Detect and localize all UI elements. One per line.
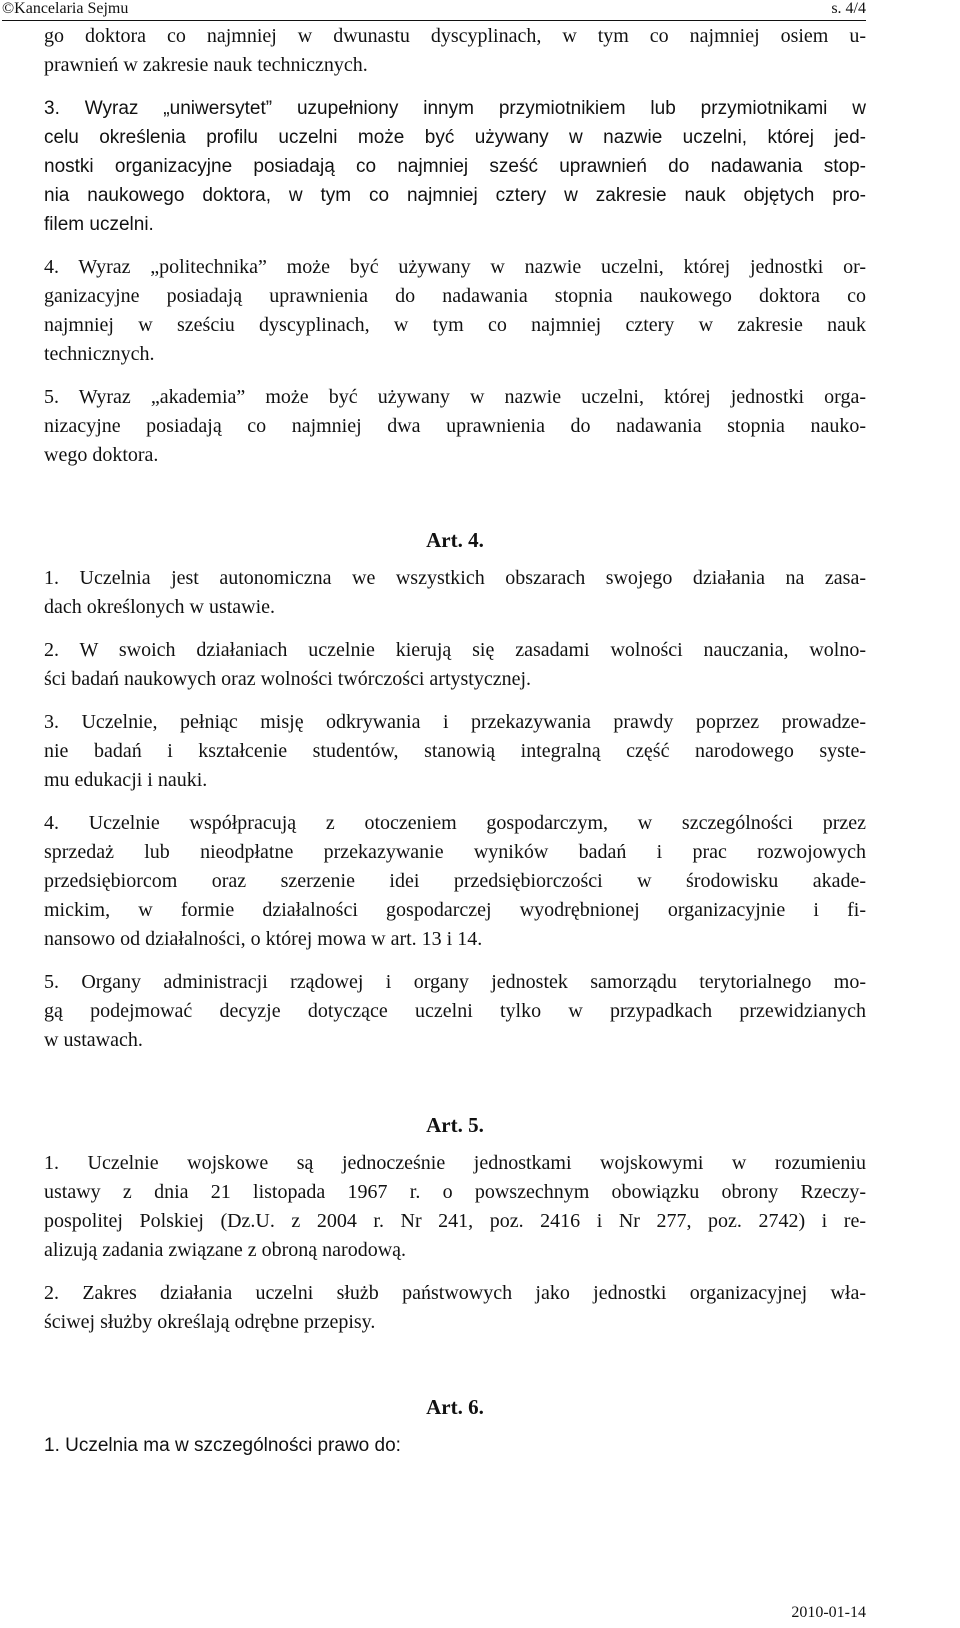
text-line: celu określenia profilu uczelni może być używany w nazwie uczelni, której jed- <box>44 127 866 148</box>
text-line: pospolitej Polskiej (Dz.U. z 2004 r. Nr 241, poz. 2416 i Nr 277, poz. 2742) i re- <box>44 1210 866 1232</box>
text-line: 5. Wyraz „akademia” może być używany w nazwie uczelni, której jednostki orga- <box>44 386 866 408</box>
paragraph <box>44 636 866 694</box>
text-line: ściwej służby określają odrębne przepisy. <box>44 1311 376 1333</box>
document-body <box>44 22 866 1469</box>
paragraph <box>44 1149 866 1265</box>
paragraph <box>44 383 866 470</box>
paragraph <box>44 94 866 239</box>
text-line: nansowo od działalności, o której mowa w art. 13 i 14. <box>44 928 483 950</box>
text-line: 3. Wyraz „uniwersytet” uzupełniony innym przymiotnikiem lub przymiotnikami w <box>44 98 866 119</box>
copyright-label: ©Kancelaria Sejmu <box>2 0 129 17</box>
text-line: prawnień w zakresie nauk technicznych. <box>44 54 368 76</box>
page-number: s. 4/4 <box>831 0 866 17</box>
paragraph <box>44 1431 866 1460</box>
page-header <box>0 0 960 24</box>
text-line: ustawy z dnia 21 listopada 1967 r. o powszechnym obowiązku obrony Rzeczy- <box>44 1181 866 1203</box>
paragraph <box>44 22 866 80</box>
paragraph <box>44 1279 866 1337</box>
footer-date: 2010-01-14 <box>791 1604 866 1621</box>
text-line: 4. Uczelnie współpracują z otoczeniem gospodarczym, w szczególności przez <box>44 812 866 834</box>
text-line: 2. Zakres działania uczelni służb państwowych jako jednostki organizacyjnej wła- <box>44 1282 866 1304</box>
article-heading: Art. 4. <box>426 528 484 552</box>
paragraph <box>44 968 866 1055</box>
text-line: ganizacyjne posiadają uprawnienia do nadawania stopnia naukowego doktora co <box>44 285 866 307</box>
text-line: gą podejmować decyzje dotyczące uczelni tylko w przypadkach przewidzianych <box>44 1000 866 1022</box>
article-heading: Art. 6. <box>426 1395 484 1419</box>
paragraph <box>44 253 866 369</box>
text-line: wego doktora. <box>44 444 159 466</box>
text-line: najmniej w sześciu dyscyplinach, w tym co najmniej cztery w zakresie nauk <box>44 314 866 336</box>
text-line: 3. Uczelnie, pełniąc misję odkrywania i przekazywania prawdy poprzez prowadze- <box>44 711 866 733</box>
text-line: 1. Uczelnie wojskowe są jednocześnie jednostkami wojskowymi w rozumieniu <box>44 1152 866 1174</box>
paragraph <box>44 809 866 954</box>
text-line: nie badań i kształcenie studentów, stanowią integralną część narodowego syste- <box>44 740 866 762</box>
paragraph <box>44 564 866 622</box>
paragraph <box>44 708 866 795</box>
text-line: 1. Uczelnia jest autonomiczna we wszystkich obszarach swojego działania na zasa- <box>44 567 866 589</box>
text-line: nizacyjne posiadają co najmniej dwa uprawnienia do nadawania stopnia nauko- <box>44 415 866 437</box>
text-line: nostki organizacyjne posiadają co najmniej sześć uprawnień do nadawania stop- <box>44 156 866 177</box>
text-line: 2. W swoich działaniach uczelnie kierują się zasadami wolności nauczania, wolno- <box>44 639 866 661</box>
text-line: 4. Wyraz „politechnika” może być używany w nazwie uczelni, której jednostki or- <box>44 256 866 278</box>
text-line: go doktora co najmniej w dwunastu dyscyplinach, w tym co najmniej osiem u- <box>44 25 866 47</box>
text-line: przedsiębiorcom oraz szerzenie idei przedsiębiorczości w środowisku akade- <box>44 870 866 892</box>
text-line: nia naukowego doktora, w tym co najmniej cztery w zakresie nauk objętych pro- <box>44 185 866 206</box>
text-line: mu edukacji i nauki. <box>44 769 208 791</box>
text-line: sprzedaż lub nieodpłatne przekazywanie wyników badań i prac rozwojowych <box>44 841 866 863</box>
text-line: 1. Uczelnia ma w szczególności prawo do: <box>44 1435 401 1456</box>
text-line: dach określonych w ustawie. <box>44 596 276 618</box>
text-line: w ustawach. <box>44 1029 143 1051</box>
article-heading: Art. 5. <box>426 1113 484 1137</box>
text-line: ści badań naukowych oraz wolności twórczości artystycznej. <box>44 668 532 690</box>
header-rule <box>2 20 866 21</box>
text-line: alizują zadania związane z obroną narodową. <box>44 1239 407 1261</box>
text-line: 5. Organy administracji rządowej i organy jednostek samorządu terytorialnego mo- <box>44 971 866 993</box>
text-line: mickim, w formie działalności gospodarczej wyodrębnionej organizacyjnie i fi- <box>44 899 866 921</box>
text-line: technicznych. <box>44 343 155 365</box>
text-line: filem uczelni. <box>44 214 154 235</box>
